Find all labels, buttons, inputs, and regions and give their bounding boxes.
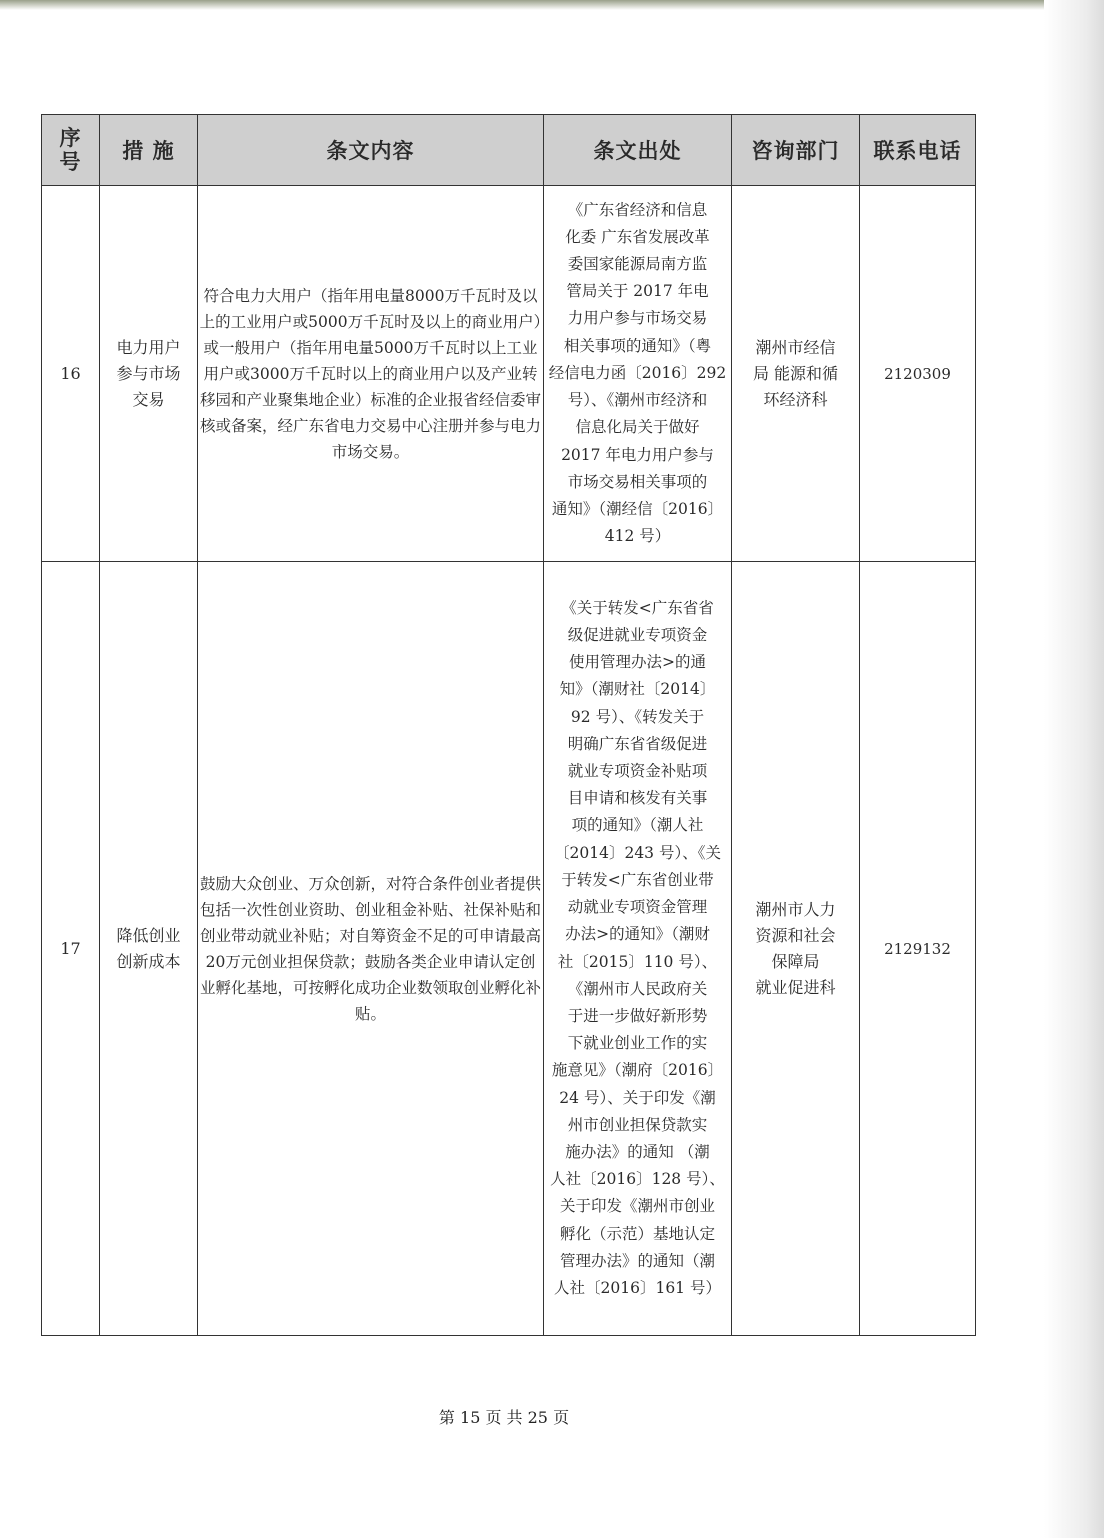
- row-content: 符合电力大用户（指年用电量8000万千瓦时及以上的工业用户或5000万千瓦时及以上的商业用户）或一般用户（指年用电量5000万千瓦时以上工业用户或3000万千瓦时以上的商业用户以及产业转移园和产业聚集地企业）标准的企业报省经信委审核或备案，经广东省电力交易中心注册并参与电力市场交易。: [198, 186, 544, 562]
- row-dept: 潮州市经信 局 能源和循 环经济科: [732, 186, 860, 562]
- row-seq: 16: [42, 186, 100, 562]
- row-measure: 降低创业 创新成本: [100, 562, 198, 1336]
- row-seq: 17: [42, 562, 100, 1336]
- row-phone: 2129132: [860, 562, 976, 1336]
- row-source: 《广东省经济和信息 化委 广东省发展改革 委国家能源局南方监 管局关于 2017 年电 力用户参与市场交易 相关事项的通知》（粤 经信电力函〔2016〕292 号）、《潮州市经济和 信息化局关于做好 2017 年电力用户参与 市场交易相关事项的 通知》（潮经信〔2016〕 412 号）: [544, 186, 732, 562]
- table-row: [42, 186, 976, 562]
- header-phone: 联系电话: [860, 115, 976, 186]
- header-content: 条文内容: [198, 115, 544, 186]
- scan-edge-right: [1044, 0, 1104, 1538]
- row-content: 鼓励大众创业、万众创新，对符合条件创业者提供包括一次性创业资助、创业租金补贴、社保补贴和创业带动就业补贴；对自筹资金不足的可申请最高20万元创业担保贷款；鼓励各类企业申请认定创业孵化基地，可按孵化成功企业数领取创业孵化补贴。: [198, 562, 544, 1336]
- header-seq: 序 号: [42, 115, 100, 186]
- page-number: 第 15 页 共 25 页: [438, 1408, 570, 1427]
- table-row: [42, 562, 976, 1336]
- header-dept: 咨询部门: [732, 115, 860, 186]
- row-measure: 电力用户 参与市场 交易: [100, 186, 198, 562]
- scan-edge-top: [0, 0, 1104, 10]
- policy-table: [41, 114, 976, 1336]
- row-source: 《关于转发<广东省省 级促进就业专项资金 使用管理办法>的通 知》（潮财社〔2014〕 92 号）、《转发关于 明确广东省省级促进 就业专项资金补贴项 目申请和核发有关事 项的通知》（潮人社 〔2014〕243 号）、《关 于转发<广东省创业带 动就业专项资金管理 办法>的通知》（潮财 社〔2015〕110 号）、 《潮州市人民政府关 于进一步做好新形势 下就业创业工作的实 施意见》（潮府〔2016〕 24 号）、关于印发《潮 州市创业担保贷款实 施办法》的通知 （潮 人社〔2016〕128 号）、 关于印发《潮州市创业 孵化（示范）基地认定 管理办法》的通知（潮 人社〔2016〕161 号）: [544, 562, 732, 1336]
- row-dept: 潮州市人力 资源和社会 保障局 就业促进科: [732, 562, 860, 1336]
- header-source: 条文出处: [544, 115, 732, 186]
- row-phone: 2120309: [860, 186, 976, 562]
- table-header-row: [42, 115, 976, 186]
- header-measure: 措 施: [100, 115, 198, 186]
